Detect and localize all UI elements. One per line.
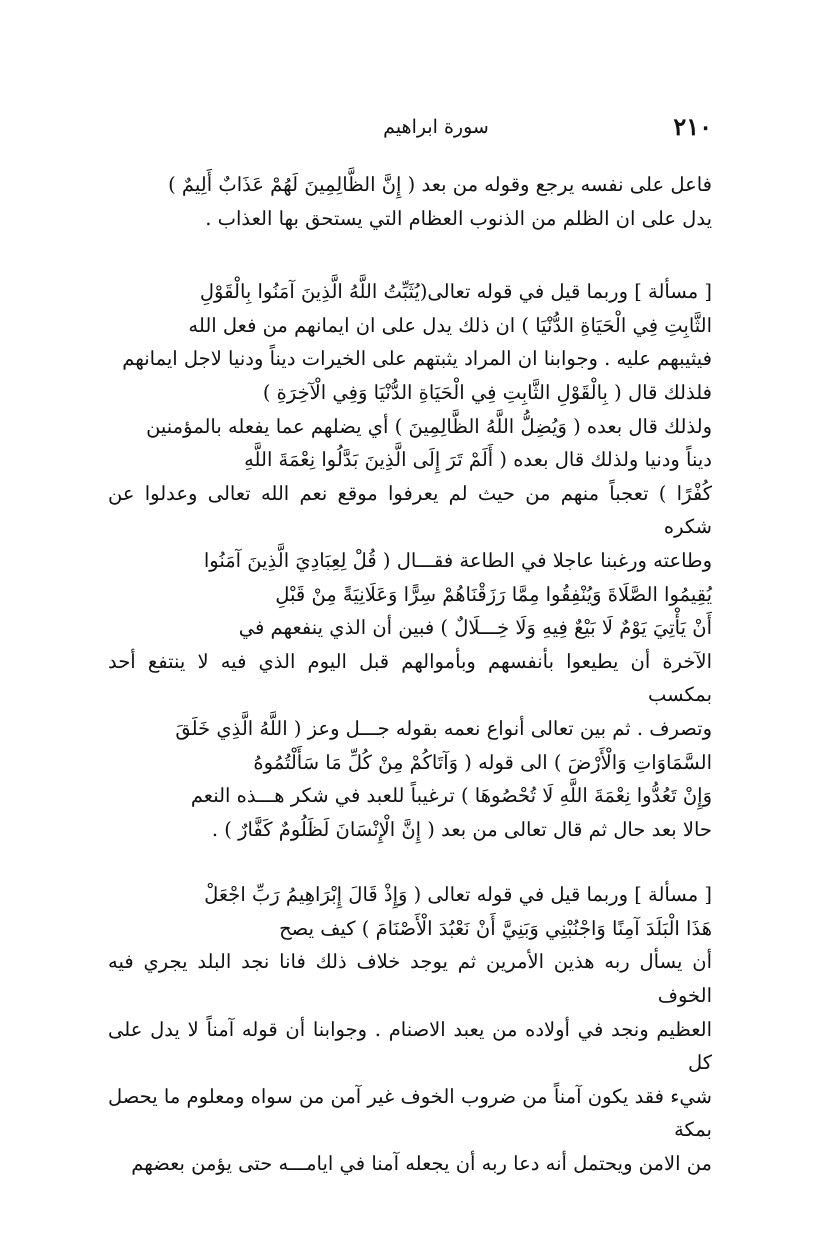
paragraph-2 [108,275,712,846]
text-line: فلذلك قال ( بِالْقَوْلِ الثَّابِتِ فِي الْحَيَاةِ الدُّنْيَا وَفِي الْآخِرَةِ ) [262,380,712,404]
text-line: أن يسأل ربه هذين الأمرين ثم يوجد خلاف ذلك فانا نجد البلد يجري فيه الخوف [108,950,712,1008]
text-line: [ مسألة ] وربما قيل في قوله تعالى ( وَإِذْ قَالَ إِبْرَاهِيمُ رَبِّ اجْعَلْ [204,883,712,907]
text-line: فاعل على نفسه يرجع وقوله من بعد ( إِنَّ الظَّالِمِينَ لَهُمْ عَذَابٌ أَلِيمٌ ) [168,173,712,196]
text-line: يُقِيمُوا الصَّلَاةَ وَيُنْفِقُوا مِمَّا رَزَقْنَاهُمْ سِرًّا وَعَلَانِيَةً مِنْ قَبْلِ [275,582,712,606]
running-title: سورة ابراهيم [383,116,489,138]
text-line: [ مسألة ] وربما قيل في قوله تعالى(يُثَبِّتُ اللَّهُ الَّذِينَ آمَنُوا بِالْقَوْلِ [199,280,712,304]
paragraph-3 [108,878,712,1180]
text-line: وَإِنْ تَعُدُّوا نِعْمَةَ اللَّهِ لَا تُحْصُوهَا ) ترغيباً للعبد في شكر هـــذه النعم [190,784,712,808]
paragraph-1 [108,168,712,235]
text-line: حالا بعد حال ثم قال تعالى من بعد ( إِنَّ الْإِنْسَانَ لَظَلُومٌ كَفَّارٌ ) . [211,817,712,841]
page-header [160,112,712,148]
text-line: السَّمَاوَاتِ وَالْأَرْضَ ) الى قوله ( وَآتَاكُمْ مِنْ كُلِّ مَا سَأَلْتُمُوهُ [253,750,712,774]
text-line: فيثيبهم عليه . وجوابنا ان المراد يثبتهم على الخيرات ديناً ودنيا لاجل ايمانهم [122,347,712,371]
text-line: العظيم ونجد في أولاده من يعبد الاصنام . وجوابنا أن قوله آمناً لا يدل على كل [108,1017,712,1075]
text-line: وتصرف . ثم بين تعالى أنواع نعمه بقوله جـــل وعز ( اللَّهُ الَّذِي خَلَقَ [175,716,712,740]
page-number: ٢١٠ [673,112,712,141]
text-line: شيء فقد يكون آمناً من ضروب الخوف غير آمن من سواه ومعلوم ما يحصل بمكة [108,1084,712,1142]
page-body [108,168,712,1181]
text-line: الآخرة أن يطيعوا بأنفسهم وبأموالهم قبل اليوم الذي فيه لا ينتفع أحد بمكسب [108,649,712,707]
text-line: ولذلك قال بعده ( وَيُضِلُّ اللَّهُ الظَّالِمِينَ ) أي يضلهم عما يفعله بالمؤمنين [146,414,712,438]
text-line: وطاعته ورغبنا عاجلا في الطاعة فقـــال ( قُلْ لِعِبَادِيَ الَّذِينَ آمَنُوا [203,548,712,572]
text-line: من الامن ويحتمل أنه دعا ربه أن يجعله آمنا في ايامـــه حتى يؤمن بعضهم [131,1152,712,1176]
text-line: هَذَا الْبَلَدَ آمِنًا وَاجْنُبْنِي وَبَنِيَّ أَنْ نَعْبُدَ الْأَصْنَامَ ) كيف يصح [279,916,712,940]
text-line: ديناً ودنيا ولذلك قال بعده ( أَلَمْ تَرَ إِلَى الَّذِينَ بَدَّلُوا نِعْمَةَ اللَّهِ [244,448,712,472]
text-line: أَنْ يَأْتِيَ يَوْمٌ لَا بَيْعٌ فِيهِ وَلَا خِـــلَالٌ ) فبين أن الذي ينفعهم في [238,616,712,640]
text-line: الثَّابِتِ فِي الْحَيَاةِ الدُّنْيَا ) ان ذلك يدل على ان ايمانهم من فعل الله [188,313,712,337]
text-line: كُفْرًا ) تعجباً منهم من حيث لم يعرفوا موقع نعم الله تعالى وعدلوا عن شكره [108,481,712,539]
text-line: يدل على ان الظلم من الذنوب العظام التي يستحق بها العذاب . [205,206,712,230]
